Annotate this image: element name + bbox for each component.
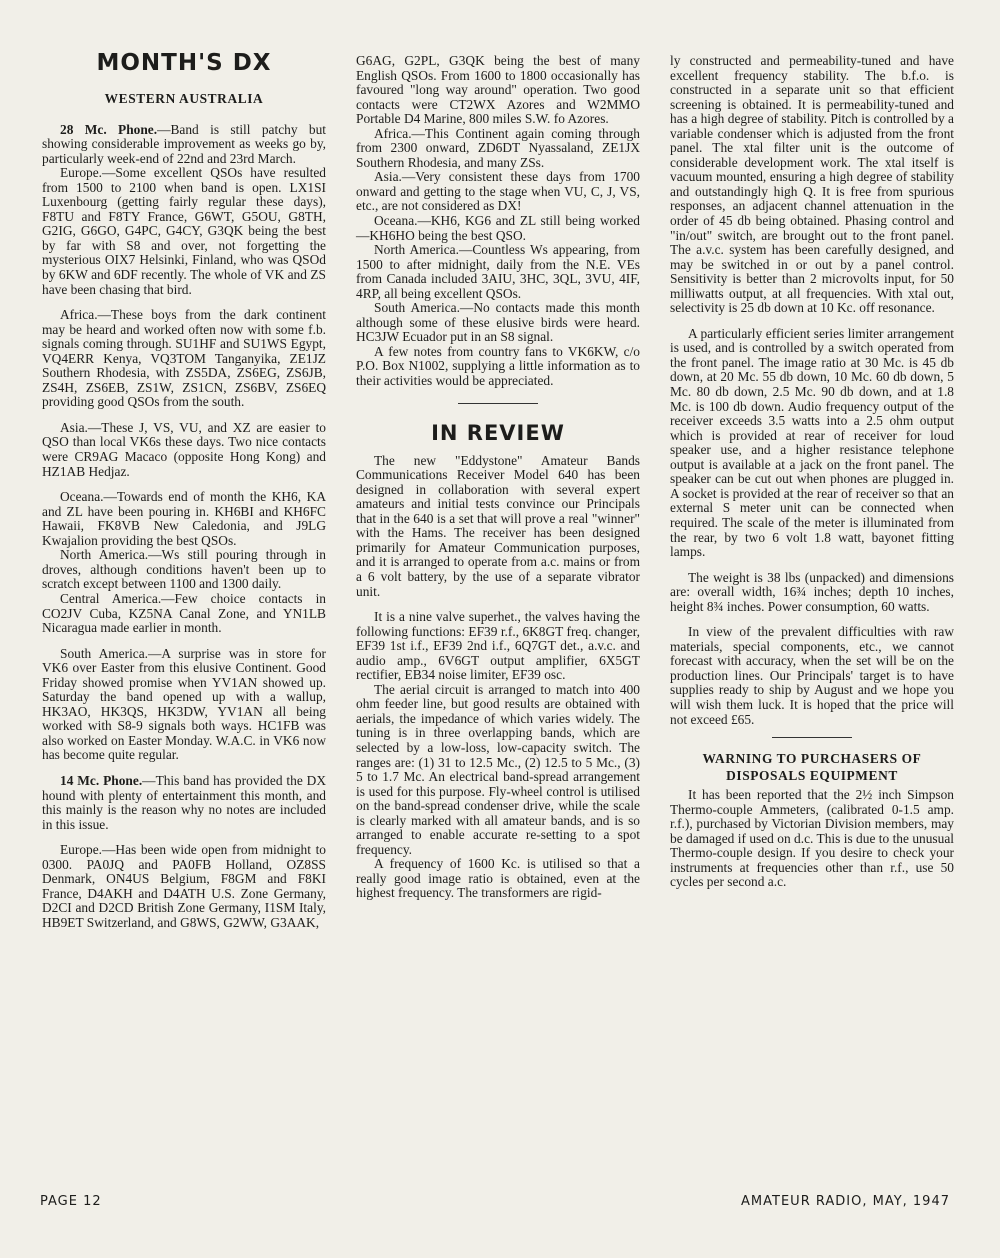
paragraph: ly constructed and permeability-tuned and have excellent frequency stability. The b.f.o. is constructed in a separate unit so that efficient screening is obtained. It is permeability-tuned and has a high degree of stability. Pitch is controlled by a variable condenser which is adjusted from the front panel. The xtal filter unit is the outcome of considerable development work. The xtal itself is vacuum mounted, ensuring a high degree of stability and outstandingly high Q. It is free from spurious responses, an adjacent channel attenuation in the order of 45 db being obtained. Phasing control and "in/out" switch, are brought out to the front panel. The a.v.c. system has been carefully designed, and may be switched in or out by a panel control. Sensitivity is better than 2 microvolts input, for 50 milliwatts output, at all frequencies. With xtal out, selectivity is 25 db down at 10 Kc. off resonance. xyxy=(670,53,954,316)
paragraph: North America.—Ws still pouring through in droves, although conditions haven't been up to scratch except between 1100 and 1300 daily. xyxy=(42,547,326,592)
paragraph-text: —This band has provided the DX hound with plenty of entertainment this month, and this mainly is the reason why no notes are included in this issue. xyxy=(42,772,326,832)
paragraph: G6AG, G2PL, G3QK being the best of many English QSOs. From 1600 to 1800 occasionally has favoured "long way around" operation. Two good contacts were CT2WX Azores and W2MMO Portable D4 Marine, 800 miles S.W. fo Azores. xyxy=(356,53,640,127)
paragraph: Asia.—These J, VS, VU, and XZ are easier to QSO than local VK6s these days. Two nice contacts were CR9AG Macaco (opposite Hong Kong) and HZ1AB Hedjaz. xyxy=(42,419,326,479)
paragraph: Asia.—Very consistent these days from 1700 onward and getting to the stage when VU, C, J, VS, etc., are not considered as DX! xyxy=(356,169,640,214)
paragraph: South America.—A surprise was in store for VK6 over Easter from this elusive Continent. Good Friday showed promise when YV1AN showed up. Saturday the band opened up with a wallup, HK3AO, HK3QS, HK3DW, YV1AN all being worked with S8-9 signals both ways. HC1FB was also worked on Easter Monday. W.A.C. in VK6 now has become quite regular. xyxy=(42,645,326,763)
paragraph: Europe.—Some excellent QSOs have resulted from 1500 to 2100 when band is open. LX1SI Luxenbourg (getting fairly regular these days), F8TU and F8TY France, G6WT, G5OU, G8TH, G2IG, G6GO, G4PC, G4CY, G3QK being the best by far with S8 and over, not forgetting the mysterious OIX7 Helsinki, Finland, who was QSOd by 6KW and 6DF recently. The whole of VK and ZS have been chasing that bird. xyxy=(42,165,326,297)
subheading-warning-disposals: WARNING TO PURCHASERS OF DISPOSALS EQUIPMENT xyxy=(702,751,922,784)
section-divider xyxy=(458,403,538,404)
paragraph: South America.—No contacts made this month although some of these elusive birds were heard. HC3JW Ecuador put in an S8 signal. xyxy=(356,300,640,345)
page-number: PAGE 12 xyxy=(40,1194,102,1209)
column-3 xyxy=(670,46,954,890)
paragraph: It is a nine valve superhet., the valves having the following functions: EF39 r.f., 6K8GT freq. changer, EF39 1st i.f., EF39 2nd i.f., 6Q7GT det., a.v.c. and audio amp., 6V6GT output amplifier, 6X5GT rectifier, EB34 noise limiter, EF39 osc. xyxy=(356,609,640,683)
paragraph-lead: 28 Mc. Phone. xyxy=(60,121,158,137)
paragraph: A particularly efficient series limiter arrangement is used, and is controlled by a switch operated from the front panel. The image ratio at 30 Mc. is 45 db down, at 20 Mc. 55 db down, 10 Mc. 60 db down, 5 Mc. 80 db down, 2.5 Mc. 90 db down, and at 1.8 Mc. is 100 db down. Audio frequency output of the receiver exceeds 3.5 watts into a 2.5 ohm output which is provided at rear of receiver for loud speaker use, and a higher resistance telephone output is available at a jack on the front panel. The speaker can be cut out when phones are plugged in. A socket is provided at the rear of receiver so that an external S meter unit can be connected when required. The scale of the meter is illuminated from the rear, by two 6 volt 1.8 watt, bayonet fitting lamps. xyxy=(670,325,954,560)
paragraph: Oceana.—Towards end of month the KH6, KA and ZL have been pouring in. KH6BI and KH6FC Hawaii, FK8VB New Caledonia, and J9LG Kwajalion providing the best QSOs. xyxy=(42,489,326,548)
paragraph: The weight is 38 lbs (unpacked) and dimensions are: overall width, 16¾ inches; depth 10 inches, height 8¾ inches. Power consumption, 60 watts. xyxy=(670,569,954,614)
column-2 xyxy=(356,46,640,901)
paragraph xyxy=(42,774,326,832)
paragraph: Central America.—Few choice contacts in CO2JV Cuba, KZ5NA Canal Zone, and YN1LB Nicaragua made earlier in month. xyxy=(42,590,326,636)
paragraph: The new "Eddystone" Amateur Bands Communications Receiver Model 640 has been designed in collaboration with several expert amateurs and initial tests convince our Principals that in the 640 is a set that will prove a real "winner" with the Hams. The receiver has been designed primarily for Amateur Communication purposes, and it is arranged to operate from a.c. mains or from a 6 volt battery, by the use of a separate vibrator unit. xyxy=(356,452,640,599)
section-divider xyxy=(772,737,852,738)
section-heading-in-review: IN REVIEW xyxy=(431,420,565,445)
paragraph: Africa.—These boys from the dark continent may be heard and worked often now with some f.b. signals coming through. SU1HF and SU1WS Egypt, VQ4ERR Kenya, VQ3TOM Tanganyika, ZE1JZ Southern Rhodesia, with ZS5DA, ZS6EG, ZS6JB, ZS4H, ZS6EB, ZS1W, ZS1CN, ZS6BV, ZS6EQ providing good QSOs from the south. xyxy=(42,307,326,410)
paragraph: North America.—Countless Ws appearing, from 1500 to after midnight, daily from the N.E. VEs from Canada included 3AIU, 3HC, 3QL, 3VU, 4IF, 4RP, all being excellent QSOs. xyxy=(356,242,640,301)
paragraph: It has been reported that the 2½ inch Simpson Thermo-couple Ammeters, (calibrated 0-1.5 amp. r.f.), purchased by Victorian Division members, may be damaged if used on d.c. This is due to the unusual Thermo-couple design. If you desire to check your instruments at frequencies other than r.f., use 50 cycles per second a.c. xyxy=(670,787,954,890)
column-1 xyxy=(42,46,326,930)
paragraph-text: —Band is still patchy but showing considerable improvement as weeks go by, particularly week-end of 22nd and 23rd March. xyxy=(42,121,326,166)
subheading-western-australia: WESTERN AUSTRALIA xyxy=(104,91,264,106)
paragraph xyxy=(42,123,326,167)
paragraph: In view of the prevalent difficulties with raw materials, special components, etc., we cannot forecast with accuracy, when the set will be on the production lines. Our Principals' target is to have supplies ready to ship by August and we hope you will wish them luck. It is hoped that the price will not exceed £65. xyxy=(670,624,954,727)
paragraph: The aerial circuit is arranged to match into 400 ohm feeder line, but good results are obtained with aerials, the impedance of which varies widely. The tuning is in three overlapping bands, which are selected by a low-loss, low-capacity switch. The ranges are: (1) 31 to 12.5 Mc., (2) 12.5 to 5 Mc., (3) 5 to 1.7 Mc. An electrical band-spread arrangement is used for this purpose. Fly-wheel control is utilised on the band-spread condenser drive, while the scale is clearly marked with all amateur bands, and is so arranged to enable accurate re-setting to a spot frequency. xyxy=(356,681,640,857)
publication-footer: AMATEUR RADIO, MAY, 1947 xyxy=(741,1194,950,1209)
section-heading-months-dx: MONTH'S DX xyxy=(96,50,272,76)
paragraph: Europe.—Has been wide open from midnight to 0300. PA0JQ and PA0FB Holland, OZ8SS Denmark, ON4US Belgium, F8GM and F8KI France, D4AKH and D4ATH U.S. Zone Germany, D2CI and D2CD British Zone Germany, I1SM Italy, HB9ET Switzerland, and G8WS, G2WW, G3AAK, xyxy=(42,842,326,930)
paragraph: A few notes from country fans to VK6KW, c/o P.O. Box N1002, supplying a little information as to their activities would be appreciated. xyxy=(356,343,640,389)
paragraph: A frequency of 1600 Kc. is utilised so that a really good image ratio is obtained, even at the highest frequency. The transformers are rigid- xyxy=(356,856,640,901)
paragraph: Oceana.—KH6, KG6 and ZL still being worked—KH6HO being the best QSO. xyxy=(356,213,640,243)
paragraph-lead: 14 Mc. Phone. xyxy=(60,772,143,788)
paragraph: Africa.—This Continent again coming through from 2300 onward, ZD6DT Nyassaland, ZE1JX Southern Rhodesia, and many ZSs. xyxy=(356,125,640,170)
